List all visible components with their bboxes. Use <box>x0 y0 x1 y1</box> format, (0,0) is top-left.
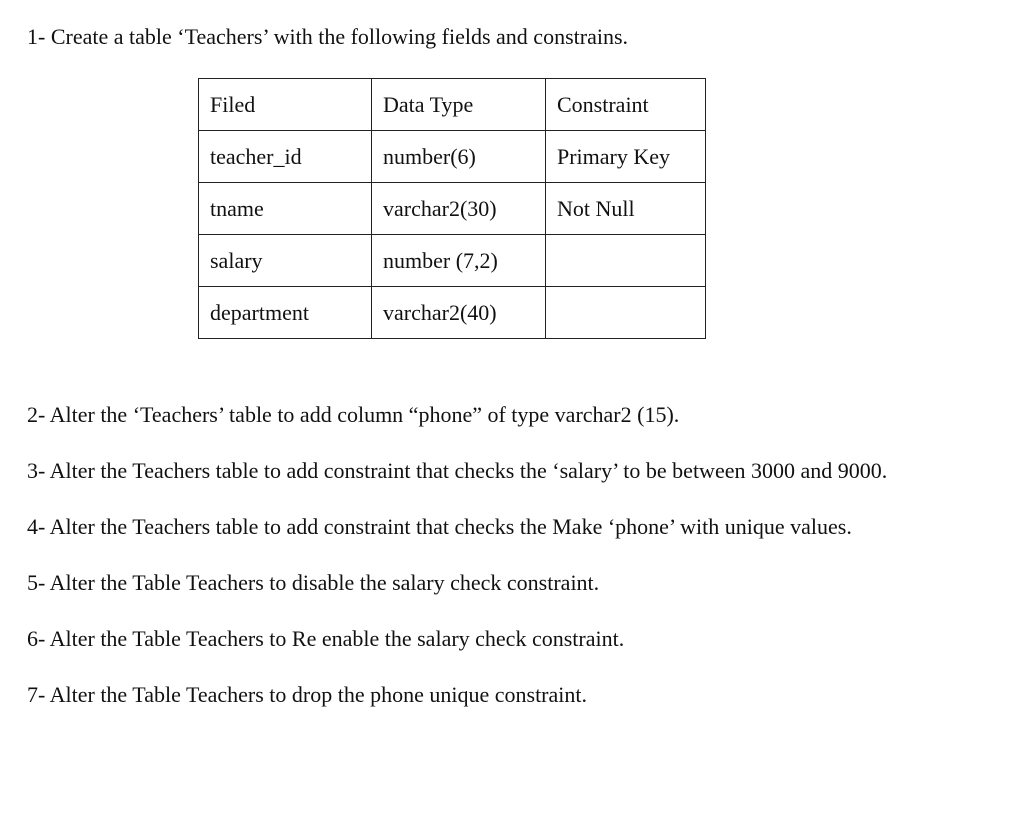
table-cell <box>546 287 706 339</box>
table-cell: teacher_id <box>199 131 372 183</box>
question-6: 6- Alter the Table Teachers to Re enable the salary check constraint. <box>27 626 625 651</box>
table-row <box>199 131 706 183</box>
table-cell: varchar2(40) <box>372 287 546 339</box>
table-cell: number(6) <box>372 131 546 183</box>
question-4: 4- Alter the Teachers table to add constraint that checks the Make ‘phone’ with unique values. <box>27 514 852 539</box>
header-cell: Data Type <box>372 79 546 131</box>
table-cell: number (7,2) <box>372 235 546 287</box>
header-cell: Filed <box>199 79 372 131</box>
table-row <box>199 183 706 235</box>
table-cell: tname <box>199 183 372 235</box>
table-cell: department <box>199 287 372 339</box>
table-cell: varchar2(30) <box>372 183 546 235</box>
table-cell: Not Null <box>546 183 706 235</box>
header-cell: Constraint <box>546 79 706 131</box>
table-header-row <box>199 79 706 131</box>
question-7: 7- Alter the Table Teachers to drop the phone unique constraint. <box>27 682 588 707</box>
question-3: 3- Alter the Teachers table to add constraint that checks the ‘salary’ to be between 3000 and 9000. <box>27 458 888 483</box>
teachers-fields-table <box>198 78 706 339</box>
table-cell <box>546 235 706 287</box>
table-row <box>199 287 706 339</box>
question-2: 2- Alter the ‘Teachers’ table to add column “phone” of type varchar2 (15). <box>27 402 680 427</box>
table-row <box>199 235 706 287</box>
table-cell: Primary Key <box>546 131 706 183</box>
question-5: 5- Alter the Table Teachers to disable the salary check constraint. <box>27 570 600 595</box>
question-1: 1- Create a table ‘Teachers’ with the following fields and constrains. <box>27 24 629 49</box>
table-cell: salary <box>199 235 372 287</box>
